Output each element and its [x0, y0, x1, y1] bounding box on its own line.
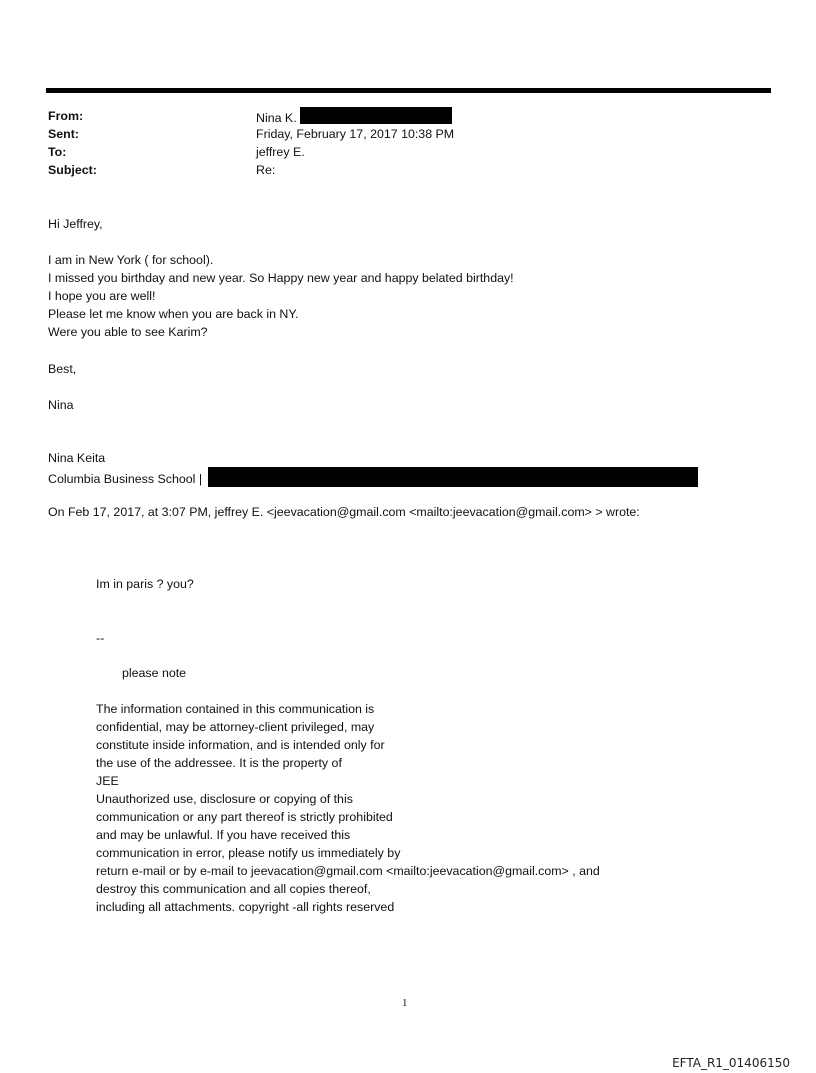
- document-id: EFTA_R1_01406150: [672, 1056, 790, 1070]
- from-label: From:: [48, 109, 84, 123]
- signature-separator: --: [96, 631, 105, 645]
- sent-label: Sent:: [48, 127, 79, 141]
- signature-name: Nina Keita: [48, 451, 106, 465]
- sent-value: Friday, February 17, 2017 10:38 PM: [256, 127, 455, 141]
- message-line: I hope you are well!: [48, 289, 156, 303]
- disclaimer-line: destroy this communication and all copies thereof,: [96, 882, 371, 896]
- disclaimer-line: communication in error, please notify us immediately by: [96, 846, 401, 860]
- to-value: jeffrey E.: [256, 145, 305, 159]
- to-label: To:: [48, 145, 67, 159]
- from-value: [256, 107, 452, 127]
- message-line: Please let me know when you are back in NY.: [48, 307, 299, 321]
- message-line: Were you able to see Karim?: [48, 325, 208, 339]
- from-name: Nina K.: [256, 111, 297, 125]
- disclaimer-line: return e-mail or by e-mail to jeevacation@gmail.com <mailto:jeevacation@gmail.com> , and: [96, 864, 600, 878]
- disclaimer-line: confidential, may be attorney-client privileged, may: [96, 720, 375, 734]
- subject-label: Subject:: [48, 163, 97, 177]
- subject-value: Re:: [256, 163, 276, 177]
- sender-name: Nina: [48, 398, 74, 412]
- header-rule: [46, 88, 771, 93]
- redaction-box: [300, 107, 452, 124]
- to-row: [48, 143, 748, 161]
- disclaimer-line: The information contained in this communication is: [96, 702, 375, 716]
- disclaimer-line: communication or any part thereof is strictly prohibited: [96, 810, 393, 824]
- signature-org: Columbia Business School |: [48, 472, 203, 486]
- from-row: [48, 107, 748, 125]
- disclaimer-line: and may be unlawful. If you have received this: [96, 828, 351, 842]
- disclaimer-line: constitute inside information, and is intended only for: [96, 738, 385, 752]
- message-line: I am in New York ( for school).: [48, 253, 214, 267]
- quoted-message: Im in paris ? you?: [96, 577, 194, 591]
- page-number: 1: [402, 997, 408, 1009]
- email-header: [48, 107, 748, 179]
- subject-row: [48, 161, 748, 179]
- disclaimer-line: JEE: [96, 774, 119, 788]
- message-body: [48, 251, 514, 341]
- disclaimer-line: Unauthorized use, disclosure or copying of this: [96, 792, 353, 806]
- disclaimer: [96, 700, 600, 916]
- greeting: Hi Jeffrey,: [48, 217, 103, 231]
- disclaimer-line: the use of the addressee. It is the property of: [96, 756, 342, 770]
- sent-row: [48, 125, 748, 143]
- reply-attribution: On Feb 17, 2017, at 3:07 PM, jeffrey E. <jeevacation@gmail.com <mailto:jeevacation@gmail.com> > wrote:: [48, 505, 640, 519]
- redaction-box: [208, 467, 698, 487]
- message-line: I missed you birthday and new year. So Happy new year and happy belated birthday!: [48, 271, 514, 285]
- signature-org-row: [48, 467, 698, 488]
- disclaimer-line: including all attachments. copyright -all rights reserved: [96, 900, 395, 914]
- note-heading: please note: [122, 666, 187, 680]
- closing: Best,: [48, 362, 77, 376]
